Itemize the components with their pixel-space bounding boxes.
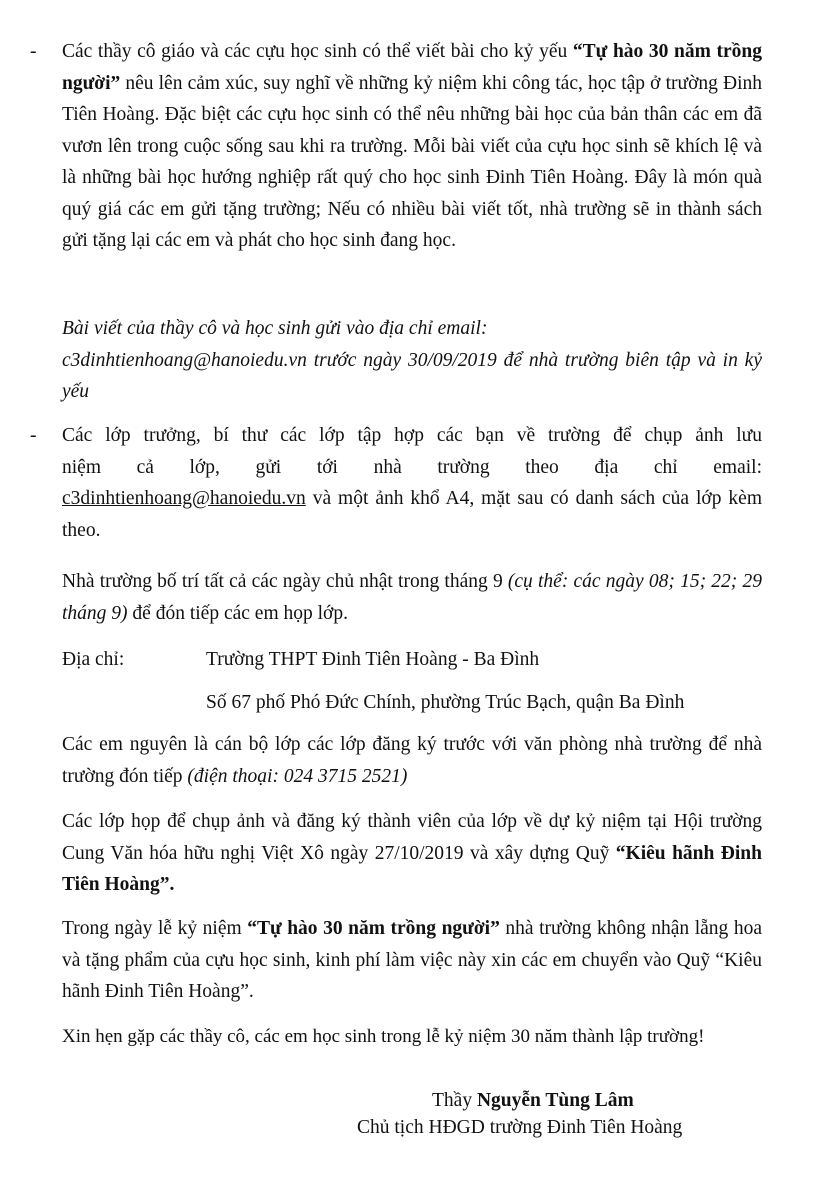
meeting-text: Các lớp họp để chụp ảnh và đăng ký thành viên của lớp về dự kỷ niệm tại Hội trường Cung Văn hóa hữu nghị Việt Xô ngày 27/10/2019 và xây dựng Quỹ (62, 811, 762, 864)
schedule-text-1: Nhà trường bố trí tất cả các ngày chủ nhật trong tháng 9 (62, 571, 508, 592)
bullet-mark: - (30, 425, 37, 446)
address-label: Địa chỉ: (62, 649, 125, 670)
class-photo-line-1: Các lớp trưởng, bí thư các lớp tập hợp các bạn về trường để chụp ảnh lưu (62, 425, 762, 446)
closing-line: Xin hẹn gặp các thầy cô, các em học sinh trong lễ kỷ niệm 30 năm thành lập trường! (62, 1026, 705, 1047)
signature-name-bold: Nguyễn Tùng Lâm (476, 1090, 634, 1111)
paragraph-registration (62, 729, 762, 792)
paragraph-meeting-fund (62, 806, 762, 901)
registration-phone-italic: (điện thoại: 024 3715 2521) (187, 765, 408, 787)
note-line-1: Bài viết của thầy cô và học sinh gửi vào địa chỉ email: (62, 318, 488, 339)
signature-title: Chủ tịch HĐGD trường Đinh Tiên Hoàng (357, 1117, 683, 1138)
paragraph-submission-note (62, 313, 762, 408)
no-flowers-text-2: nhà trường không nhận lẵng hoa và tặng phẩm của cựu học sinh, kinh phí làm việc này xin các em chuyển vào Quỹ “Kiêu hãnh Đinh Tiên Hoàng”. (62, 918, 762, 1002)
yearbook-text-2: nêu lên cảm xúc, suy nghĩ về những kỷ niệm khi công tác, học tập ở trường Đinh Tiên Hoàng. Đặc biệt các cựu học sinh có thể nêu những bài học của bản thân các em đã vươn lên trong cuộc sống sau khi ra trường. Mỗi bài viết của cựu học sinh sẽ khích lệ và là những bài học hướng nghiệp rất quý cho học sinh Đinh Tiên Hoàng. Đây là món quà quý giá các em gửi tặng trường; Nếu có nhiều bài viết tốt, nhà trường sẽ in thành sách gửi tặng lại các em và phát cho học sinh đang học. (62, 72, 762, 251)
schedule-dates-italic: (cụ thể: các ngày 08; 15; 22; 29 tháng 9) (62, 571, 762, 624)
paragraph-yearbook (62, 36, 762, 257)
class-photo-email-link[interactable]: c3dinhtienhoang@hanoiedu.vn (62, 488, 306, 509)
paragraph-class-photo (62, 420, 762, 546)
note-email: c3dinhtienhoang@hanoiedu.vn (62, 349, 307, 371)
yearbook-title-bold: “Tự hào 30 năm trồng người” (62, 41, 762, 94)
note-deadline: trước ngày 30/09/2019 để nhà trường biên tập và in kỷ yếu (62, 349, 762, 402)
class-photo-line-2: niệm cả lớp, gửi tới nhà trường theo địa chỉ email: (62, 456, 762, 478)
registration-text: Các em nguyên là cán bộ lớp các lớp đăng ký trước với văn phòng nhà trường để nhà trường đón tiếp (62, 734, 762, 787)
address-line-2: Số 67 phố Phó Đức Chính, phường Trúc Bạch, quận Ba Đình (206, 692, 685, 713)
fund-name-bold: “Kiêu hãnh Đinh Tiên Hoàng”. (62, 842, 762, 895)
schedule-text-2: để đón tiếp các em họp lớp. (127, 602, 348, 624)
no-flowers-title-bold: “Tự hào 30 năm trồng người” (247, 918, 500, 939)
address-line-1: Trường THPT Đinh Tiên Hoàng - Ba Đình (206, 649, 540, 670)
signature-prefix: Thầy (432, 1090, 477, 1111)
yearbook-text-1: Các thầy cô giáo và các cựu học sinh có thể viết bài cho kỷ yếu (62, 41, 573, 62)
class-photo-rest: và một ảnh khổ A4, mặt sau có danh sách của lớp kèm theo. (62, 488, 762, 541)
paragraph-sunday-schedule (62, 566, 762, 629)
no-flowers-text-1: Trong ngày lễ kỷ niệm (62, 918, 248, 939)
paragraph-no-flowers (62, 913, 762, 1008)
bullet-mark: - (30, 41, 37, 62)
